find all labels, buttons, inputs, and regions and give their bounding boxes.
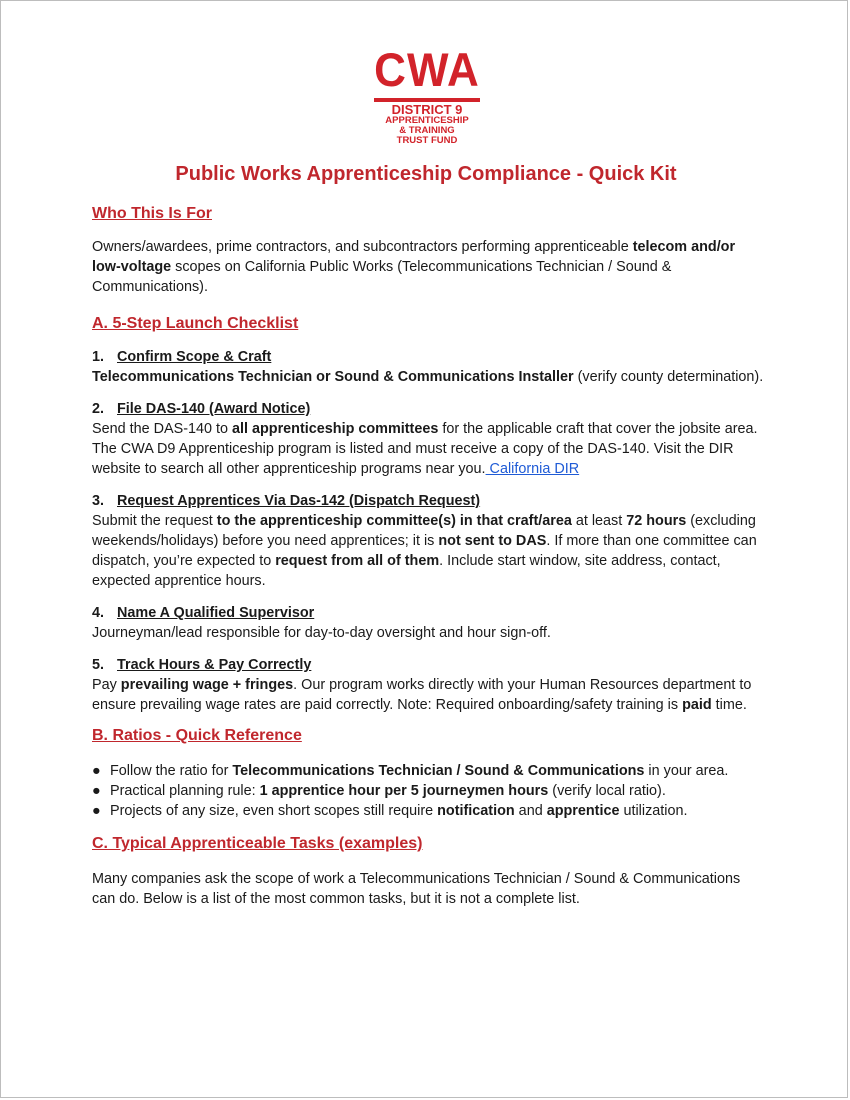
step-3-bold-4: request from all of them [275,553,440,569]
section-heading-who: Who This Is For [92,205,212,222]
bullet-icon: ● [92,783,101,799]
step-5-text-3: time. [711,697,747,713]
logo-training: & TRAINING [399,125,455,136]
step-1-bold-1: Telecommunications Technician or Sound & Communications Installer [92,369,574,385]
step-5-heading [92,655,764,675]
step-1 [92,347,764,387]
step-3-title: Request Apprentices Via Das-142 (Dispatch Request) [117,493,481,509]
step-5-text-2: . Our program works directly with your Human Resources department to ensure prevailing wage rates are paid correctly. Note: Required onboarding/safety training is [92,677,752,713]
step-2-heading [92,399,764,419]
ratios-list [92,761,764,821]
ratio-1-text-1: Follow the ratio for [110,763,233,779]
ratio-1-text-2: in your area. [644,763,729,779]
step-4-title: Name A Qualified Supervisor [117,605,315,621]
step-3-text-5: . Include start window, site address, contact, expected apprentice hours. [92,553,721,589]
cwa-logo [371,44,483,146]
step-5-bold-1: prevailing wage + fringes [120,677,294,693]
step-2-text-2: for the applicable craft that cover the jobsite area. The CWA D9 Apprenticeship program is listed and must receive a copy of the DAS-140. Visit the DIR website to search all other apprenticeship programs near you. [92,421,758,477]
ratio-2-text-2: (verify local ratio). [548,783,666,799]
step-2-text [92,419,764,479]
step-2-text-1: Send the DAS-140 to [92,421,232,437]
step-1-heading [92,347,764,367]
list-item [92,781,764,801]
list-item [92,761,764,781]
step-3-number: 3. [92,493,105,509]
step-3-bold-2: 72 hours [626,513,687,529]
step-2-bold-1: all apprenticeship committees [232,421,439,437]
step-5 [92,655,764,715]
step-1-text-1: (verify county determination). [573,369,764,385]
ratio-3-bold-1: notification [437,803,515,819]
step-5-title: Track Hours & Pay Correctly [117,657,312,673]
step-4 [92,603,764,643]
ratio-3-text-2: and [514,803,547,819]
step-2 [92,399,764,479]
step-1-title: Confirm Scope & Craft [117,349,272,365]
step-3-text-3: (excluding weekends/holidays) before you need apprentices; it is [92,513,756,549]
page-title: Public Works Apprenticeship Compliance - Quick Kit [175,163,677,185]
section-heading-ratios: B. Ratios - Quick Reference [92,727,302,744]
who-text-1: Owners/awardees, prime contractors, and subcontractors performing apprenticeable [92,239,633,255]
bullet-icon: ● [92,803,101,819]
logo-wordmark: CWA [374,44,480,97]
who-text-2: scopes on California Public Works (Telecommunications Technician / Sound & Communications). [92,259,672,295]
bullet-icon: ● [92,763,101,779]
step-3-heading [92,491,764,511]
who-bold-1: telecom and/or low-voltage [92,239,736,275]
step-3-text [92,511,764,591]
step-4-heading [92,603,764,623]
who-paragraph [92,237,764,297]
ratio-2-bold-1: 1 apprentice hour per 5 journeymen hours [259,783,549,799]
list-item [92,801,764,821]
document-body [92,203,764,909]
step-3-bold-1: to the apprenticeship committee(s) in that craft/area [216,513,572,529]
step-5-text-1: Pay [92,677,121,693]
tasks-paragraph: Many companies ask the scope of work a Telecommunications Technician / Sound & Communications can do. Below is a list of the most common tasks, but it is not a complete list. [92,871,741,907]
step-3-bold-3: not sent to DAS [438,533,547,549]
step-1-number: 1. [92,349,105,365]
step-3-text-2: at least [571,513,627,529]
step-2-title: File DAS-140 (Award Notice) [117,401,311,417]
step-5-bold-2: paid [682,697,712,713]
step-4-number: 4. [92,605,105,621]
step-4-text: Journeyman/lead responsible for day-to-day oversight and hour sign-off. [92,625,551,641]
ratio-3-text-1: Projects of any size, even short scopes still require [110,803,438,819]
logo-trust-fund: TRUST FUND [396,135,458,146]
step-2-number: 2. [92,401,105,417]
step-3-text-1: Submit the request [92,513,217,529]
ratio-3-bold-2: apprentice [546,803,620,819]
logo-district: DISTRICT 9 [391,102,463,117]
ratio-3-text-3: utilization. [619,803,688,819]
step-1-text [92,367,764,387]
logo-apprenticeship: APPRENTICESHIP [385,115,469,126]
ratio-2-text-1: Practical planning rule: [110,783,260,799]
section-heading-tasks: C. Typical Apprenticeable Tasks (examples) [92,835,423,852]
section-heading-checklist: A. 5-Step Launch Checklist [92,315,299,332]
step-3 [92,491,764,591]
california-dir-link[interactable]: California DIR [485,461,580,477]
step-5-text [92,675,764,715]
ratio-1-bold-1: Telecommunications Technician / Sound & Communications [232,763,645,779]
step-3-text-4: . If more than one committee can dispatch, you’re expected to [92,533,757,569]
step-5-number: 5. [92,657,105,673]
